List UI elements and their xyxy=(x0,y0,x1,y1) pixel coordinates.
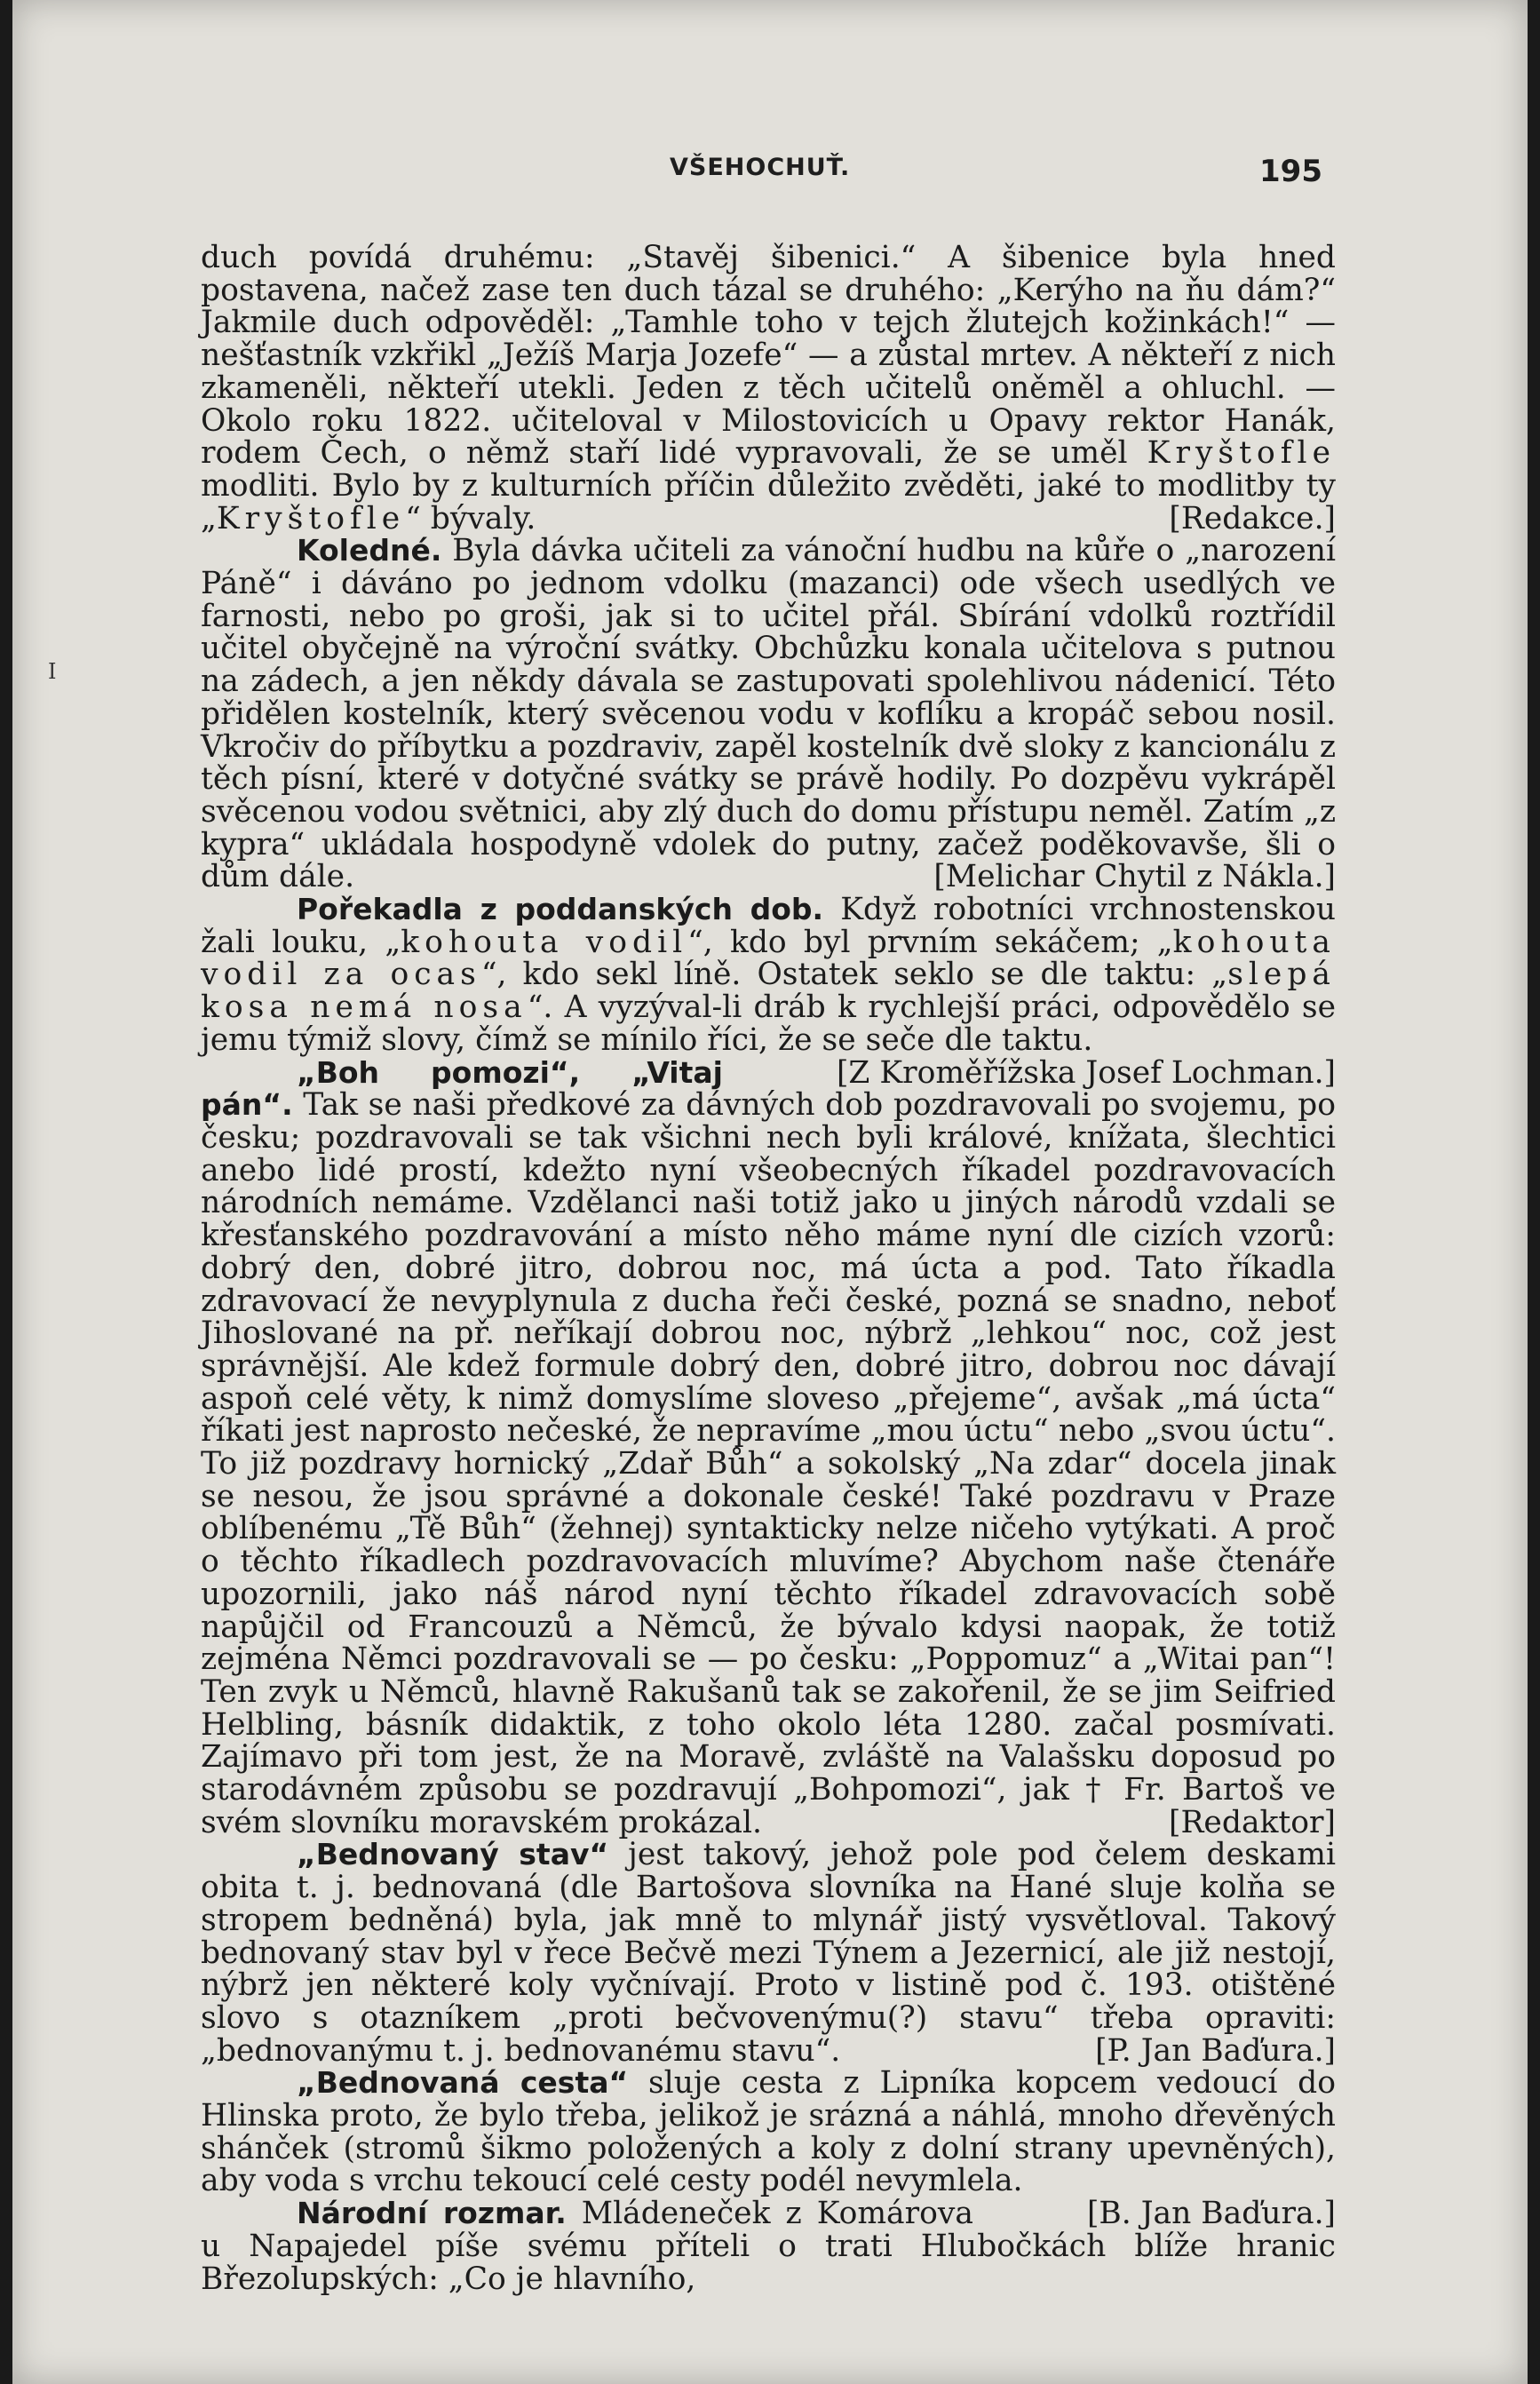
attribution: [P. Jan Baďura.] xyxy=(1095,2032,1336,2069)
paragraph-heading: „Boh pomozi“, „Vitaj pán“. xyxy=(201,1054,723,1123)
emphasis: kohouta vodil xyxy=(401,924,688,960)
running-title: VŠEHOCHUŤ. xyxy=(670,154,851,181)
page-header xyxy=(12,147,1528,191)
paragraph-continuation: duch povídá druhému: „Stavěj šibenici.“ A šibenice byla hned postavena, načež zase ten duch tázal se druhého: „Kerýho na ňu dám?“ Jakmile duch odpověděl: „Tamhle toho v tejch žlutejch kožinkách!“ — nešťastník vzkřikl „Ježíš Marja Jozefe“ — a zůstal mrtev. A někteří z nich zkameněli, někteří utekli. Jeden z těch učitelů oněměl a ohluchl. — Okolo roku 1822. učiteloval v Milostovicích u Opavy rektor Hanák, rodem Čech, o němž staří lidé vypravovali, že se uměl Kryštofle modliti. Bylo by z kulturních příčin důležito zvěděti, jaké to modlitby ty „Kryštofle“ bývaly. [Redakce.] xyxy=(201,240,1336,536)
attribution: [Redaktor] xyxy=(1169,1804,1336,1840)
paragraph-heading: Národní rozmar. xyxy=(297,2196,567,2231)
paragraph-narodni-rozmar: Národní rozmar. Mládeneček z Komárova u Napajedel píše svému příteli o trati Hlubočkách blíže hranic Březolupských: „Co je hlavního, xyxy=(201,2196,1336,2297)
paragraph-koledne: Koledné. Byla dávka učiteli za vánoční hudbu na kůře o „narození Páně“ i dáváno po jednom vdolku (mazanci) ode všech usedlých ve farnosti, nebo po groši, jak si to učitel přál. Sbírání vdolků roztřídil učitel obyčejně na výroční svátky. Obchůzku konala učitelova s putnou na zádech, a jen někdy dávala se zastupovati spolehlivou nádenicí. Této přidělen kostelník, který svěcenou vodu v koflíku a kropáč sebou nosil. Vkročiv do příbytku a pozdraviv, zapěl kostelník dvě sloky z kancionálu z těch písní, které v dotyčné svátky se právě hodily. Po dozpěvu vykrápěl svěcenou vodou světnici, aby zlý duch do domu přístupu neměl. Zatím „z kypra“ ukládala hospodyně vdolek do putny, začež poděkovavše, šli o dům dále. [Melichar Chytil z Nákla.] xyxy=(201,533,1336,895)
paragraph-bednovany-stav: „Bednovaný stav“ jest takový, jehož pole pod čelem deskami obita t. j. bednovaná (dle Bartošova slovníka na Hané sluje kolňa se stropem bedněná) byla, jak mně to mlynář jistý vysvětloval. Takový bednovaný stav byl v řece Bečvě mezi Týnem a Jezernicí, ale již nestojí, nýbrž jen některé koly vyčnívají. Proto v listině pod č. 193. otištěné slovo s otazníkem „proti bečvovenýmu(?) stavu“ třeba opraviti: „bednovanýmu t. j. bednovanému stavu“. [P. Jan Baďura.] xyxy=(201,1837,1336,2069)
paragraph-heading: „Bednovaný stav“ xyxy=(297,1837,609,1872)
attribution: [Redakce.] xyxy=(1169,500,1336,536)
paragraph-heading: „Bednovaná cesta“ xyxy=(297,2065,629,2101)
paragraph-heading: Pořekadla z poddanských dob. xyxy=(297,892,824,927)
page-number: 195 xyxy=(1259,154,1322,189)
margin-mark: I xyxy=(48,659,57,684)
paragraph-bednovana-cesta: „Bednovaná cesta“ sluje cesta z Lipníka kopcem vedoucí do Hlinska proto, že bylo třeba, jelikož je srázná a náhlá, mnoho dřevěných shánček (stromů šikmo položených a koly z dolní strany upevněných), aby voda s vrchu tekoucí celé cesty podél nevymlela. [B. Jan Baďura.] xyxy=(201,2065,1336,2232)
attribution: [Melichar Chytil z Nákla.] xyxy=(933,859,1336,895)
emphasis: slepá kosa nemá nosa xyxy=(201,957,1336,1026)
emphasis: kohouta vodil za ocas xyxy=(201,924,1336,993)
attribution: [Z Kroměřížska Josef Lochman.] xyxy=(836,1054,1336,1091)
scanned-page xyxy=(12,0,1528,2384)
emphasis: Kryštofle xyxy=(216,500,406,536)
attribution: [B. Jan Baďura.] xyxy=(1086,2196,1336,2232)
paragraph-heading: Koledné. xyxy=(297,533,442,568)
article-body xyxy=(201,242,1336,2295)
paragraph-boh-pomozi: „Boh pomozi“, „Vitaj pán“. Tak se naši předkové za dávných dob pozdravovali po svojemu, po česku; pozdravovali se tak všichni nech byli králové, knížata, šlechtici anebo lidé prostí, kdežto nyní všeobecných říkadel pozdravovacích národních nemáme. Vzdělanci naši totiž jako u jiných národů vzdali se křesťanského pozdravování a místo něho máme nyní dle cizích vzorů: dobrý den, dobré jitro, dobrou noc, má úcta a pod. Tato říkadla zdravovací že nevyplynula z ducha řeči české, pozná se snadno, neboť Jihoslované na př. neříkají dobrou noc, nýbrž „lehkou“ noc, což jest správnější. Ale kdež formule dobrý den, dobré jitro, dobrou noc dávají aspoň celé věty, k nimž domyslíme sloveso „přejeme“, avšak „má úcta“ říkati jest naprosto nečeské, že nepravíme „mou úctu“ nebo „svou úctu“. To již pozdravy hornický „Zdař Bůh“ a sokolský „Na zdar“ docela jinak se nesou, že jsou správné a dokonale české! Také pozdravu v Praze oblíbenému „Tě Bůh“ (žehnej) syntakticky nelze ničeho vytýkati. A proč o těchto říkadlech pozdravovacích mluvíme? Abychom naše čtenáře upozornili, jako náš národ nyní těchto říkadel zdravovacích sobě napůjčil od Francouzů a Němců, že bývalo kdysi naopak, že totiž zejména Němci pozdravovali se — po česku: „Poppomuz“ a „Witai pan“! Ten zvyk u Němců, hlavně Rakušanů tak se zakořenil, že se jim Seifried Helbling, básník didaktik, z toho okolo léta 1280. začal posmívati. Zajímavo při tom jest, že na Moravě, zvláště na Valašsku doposud po starodávném způsobu se pozdravují „Bohpomozi“, jak † Fr. Bartoš ve svém slovníku moravském prokázal. [Redaktor] xyxy=(201,1054,1336,1840)
emphasis: Kryštofle xyxy=(1147,435,1336,472)
paragraph-porekadla: Pořekadla z poddanských dob. Když robotníci vrchnostenskou žali louku, „kohouta vodil“, kdo byl prvním sekáčem; „kohouta vodil za ocas“, kdo sekl líně. Ostatek seklo se dle taktu: „slepá kosa nemá nosa“. A vyzýval-li dráb k rychlejší práci, odpovědělo se jemu týmiž slovy, čímž se mínilo říci, že se seče dle taktu. [Z Kroměřížska Josef Lochman.] xyxy=(201,892,1337,1091)
